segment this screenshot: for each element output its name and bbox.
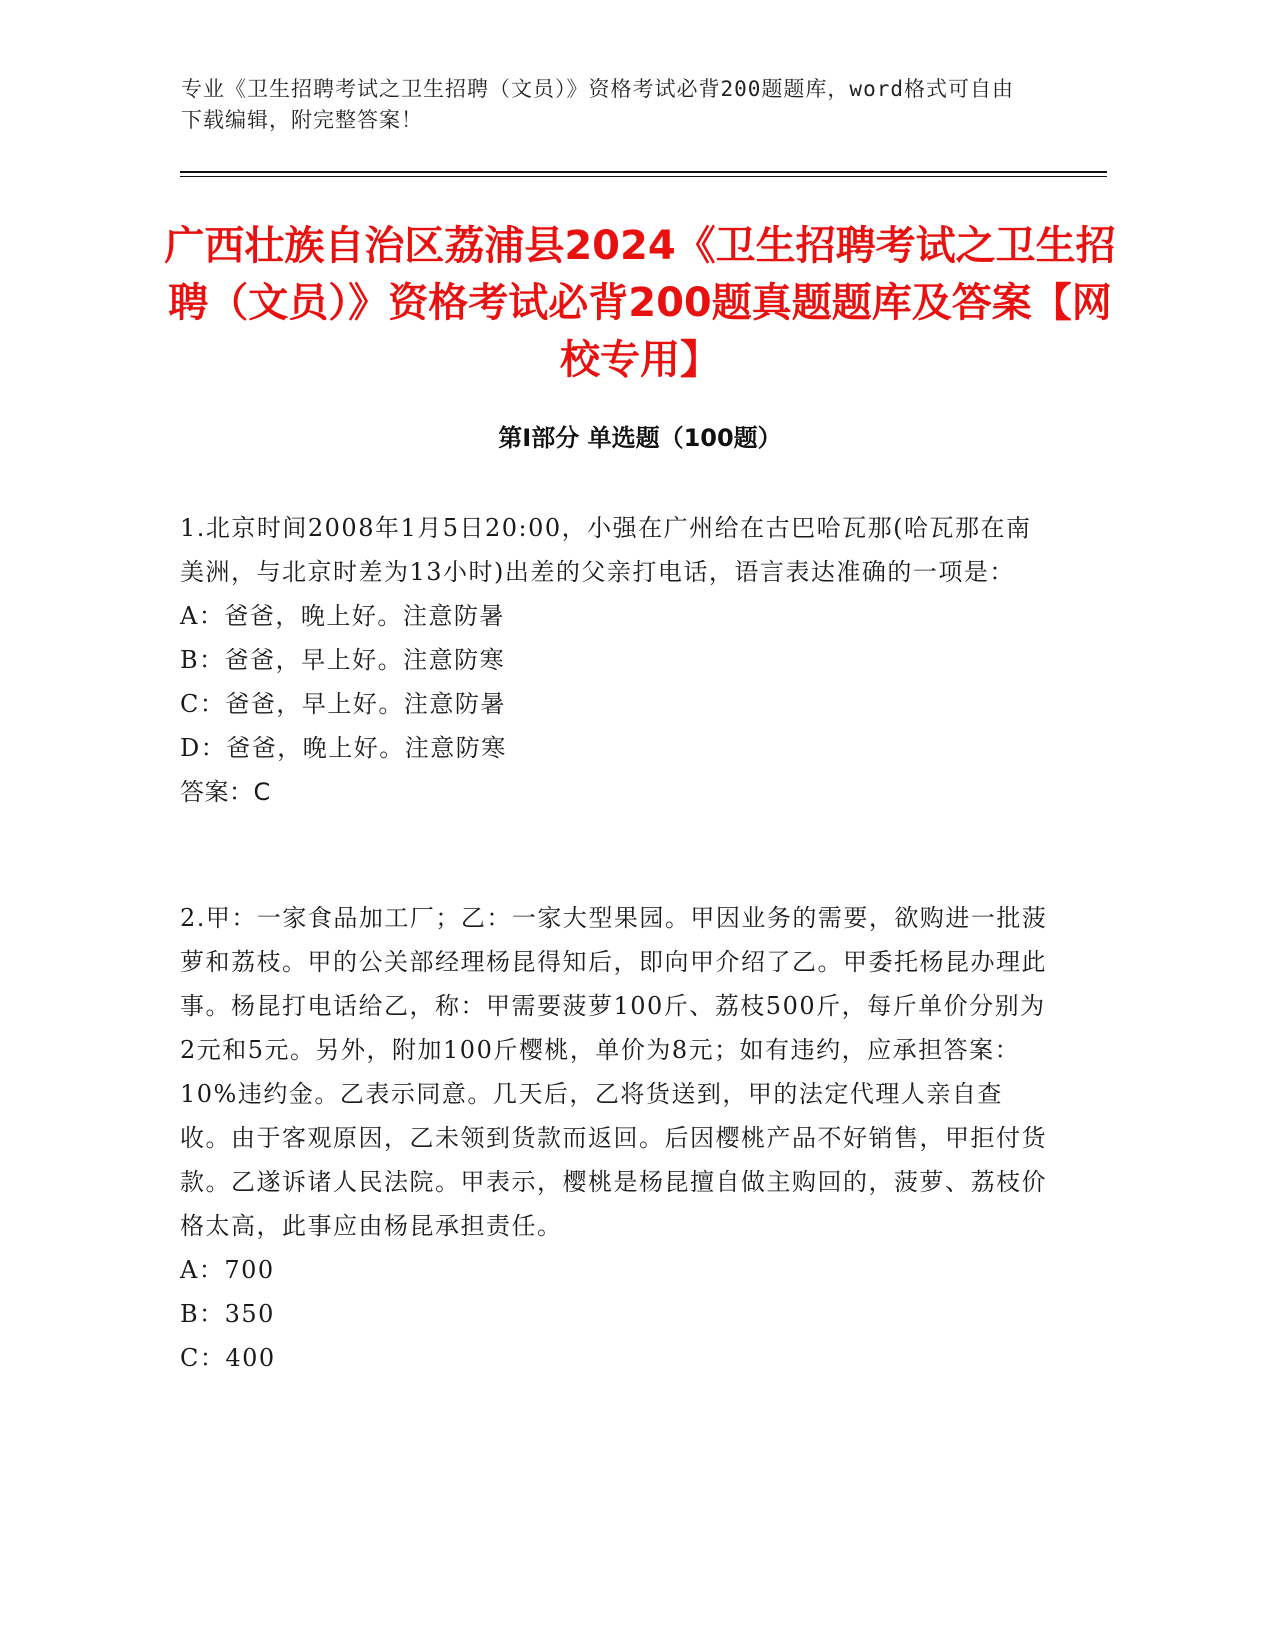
header-note: 专业《卫生招聘考试之卫生招聘（文员）》资格考试必背200题题库，word格式可自由下载编辑，附完整答案！ [181,77,1014,132]
question-text: 1.北京时间2008年1月5日20:00，小强在广州给在古巴哈瓦那(哈瓦那在南美洲，与北京时差为13小时)出差的父亲打电话，语言表达准确的一项是： [180,514,1032,586]
option-c: C：400 [180,1344,276,1372]
option-b: B：350 [180,1300,275,1328]
question-2 [180,896,1050,1380]
option-a: A：700 [180,1256,275,1284]
option-c: C：爸爸，早上好。注意防暑 [180,690,506,718]
option-d: D：爸爸，晚上好。注意防寒 [180,734,507,762]
header-rule-thick [180,171,1107,173]
option-a: A：爸爸，晚上好。注意防暑 [180,602,505,630]
question-1 [180,506,1050,814]
question-text: 2.甲：一家食品加工厂；乙：一家大型果园。甲因业务的需要，欲购进一批菠萝和荔枝。甲的公关部经理杨昆得知后，即向甲介绍了乙。甲委托杨昆办理此事。杨昆打电话给乙，称：甲需要菠萝100斤、荔枝500斤，每斤单价分别为2元和5元。另外，附加100斤樱桃，单价为8元；如有违约，应承担答案：10%违约金。乙表示同意。几天后，乙将货送到，甲的法定代理人亲自查收。由于客观原因，乙未领到货款而返回。后因樱桃产品不好销售，甲拒付货款。乙遂诉诸人民法院。甲表示，樱桃是杨昆擅自做主购回的，菠萝、荔枝价格太高，此事应由杨昆承担责任。 [180,904,1048,1240]
option-b: B：爸爸，早上好。注意防寒 [180,646,506,674]
section-heading: 第Ⅰ部分 单选题（100题） [498,424,782,452]
header-rule-thin [180,176,1107,177]
answer: 答案：C [180,778,271,806]
document-title: 广西壮族自治区荔浦县2024《卫生招聘考试之卫生招聘（文员）》资格考试必背200题真题题库及答案【网校专用】 [164,223,1116,383]
